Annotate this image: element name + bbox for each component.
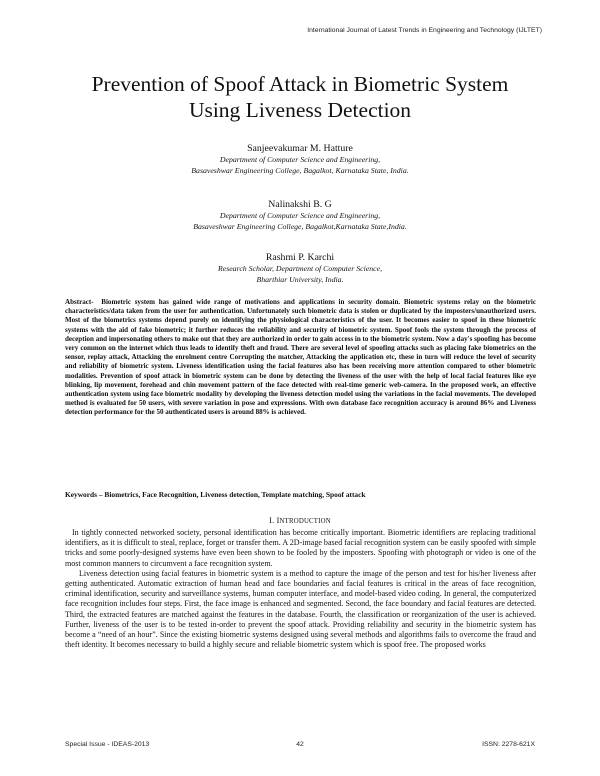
footer-issn: ISSN: 2278-621X [482,741,535,748]
author-affiliation-line: Bharthiar University, India. [256,274,344,284]
author-name: Rashmi P. Karchi [265,252,335,263]
journal-header: International Journal of Latest Trends in Engineering and Technology (IJLTET) [307,27,542,34]
abstract [65,298,536,418]
section-heading-introduction [0,516,600,525]
paper-title-line-2: Using Liveness Detection [188,98,412,122]
abstract-label: Abstract- [65,298,94,306]
author-affiliation-line: Basaveshwar Engineering College, Bagalkot, Karnataka State, India. [191,165,409,175]
footer-issue: Special Issue - IDEAS-2013 [65,741,150,748]
author-affiliation-line: Department of Computer Science and Engineering, [219,211,381,220]
author-name: Nalinakshi B. G [268,199,332,210]
author-affiliation-line: Research Scholar, Department of Computer Science, [217,264,383,273]
keywords: Keywords – Biometrics, Face Recognition, Liveness detection, Template matching, Spoof attack [65,490,366,499]
section-number: I. I [269,516,280,525]
paper-title-line-1: Prevention of Spoof Attack in Biometric System [91,72,509,96]
section-title-rest: NTRODUCTION [279,518,331,525]
body-paragraph-1: In tightly connected networked society, personal identification has become critically important. Biometric identifiers are replacing traditional identifiers, as it is difficult to steal, replace, forget or transfer them. A 2D-image based facial recognition system can be easily spoofed with simple tricks and some poorly-designed systems have even been shown to be fooled by the imposters. Spoofing with photograph or video is one of the most common manners to circumvent a face recognition system. [65,528,536,568]
footer-page-number: 42 [296,741,304,748]
page-footer [65,741,535,751]
introduction-body [65,528,536,650]
author-affiliation-line: Basaveshwar Engineering College, Bagalkot,Karnataka State,India. [193,221,407,231]
author-block-2 [80,198,520,232]
author-block-1 [80,142,520,176]
author-block-3 [80,251,520,285]
author-name: Sanjeevakumar M. Hatture [247,143,353,154]
paper-title [30,71,570,123]
author-affiliation-line: Department of Computer Science and Engineering, [219,155,381,164]
abstract-text: Biometric system has gained wide range of motivations and applications in security domain. Biometric systems relay on the biometric characteristics/data taken from the user for authentication. Unfortunately such biometric data is stolen or duplicated by the imposters/unauthorized users. Most of the biometrics systems depend purely on identifying the physiological characteristics of the user. It becomes easier to spoof in these biometric systems with the aid of fake biometric; it further reduces the reliability and security of biometric system. Spoof fools the system through the process of deception and impersonating others to make out that they are authorized in order to gain access in to the biometric system. Now a day's spoofing has become very common on the internet which thus leads to identify theft and fraud. There are several level of spoofing attacks such as placing fake biometrics on the sensor, replay attack, Attacking the enrolment centre Corrupting the matcher, Attacking the application etc, these in turn will reduce the level of security and reliability of biometric system. Liveness identification using the facial features also has been receiving more attention compared to other biometric modalities. Prevention of spoof attack in biometric system can be done by detecting the liveness of the user with the help of local facial features like eye blinking, lip movement, forehead and chin movement pattern of the face detected with real-time generic web-camera. In the proposed work, an effective authentication system using face biometric modality by developing the liveness detection model using the variations in the facial movements. The developed method is evaluated for 50 users, with severe variation in pose and expressions. With own database face recognition accuracy is around 86% and Liveness detection performance for the 50 authenticated users is around 88% is achieved. [65,298,536,417]
body-paragraph-2: Liveness detection using facial features in biometric system is a method to capture the image of the person and test for his/her liveness after getting authenticated. Automatic extraction of human head and face boundaries and facial features is critical in the areas of face recognition, criminal identification, security and surveillance systems, human computer interface, and model-based video coding. In general, the computerized face recognition includes four steps. First, the face image is enhanced and segmented. Second, the face boundary and facial features are detected. Third, the extracted features are matched against the features in the database. Fourth, the classification or reorganization of the user is achieved. Further, liveness of the user is to be tested in-order to prevent the spoof attack. Providing reliability and security in the biometric system has become a “need of an hour”. Since the existing biometric systems designed using several methods and algorithms fails to overcome the fraud and theft identity. It becomes necessary to build a highly secure and reliable biometric system which is spoof free. The proposed works [65,568,536,650]
